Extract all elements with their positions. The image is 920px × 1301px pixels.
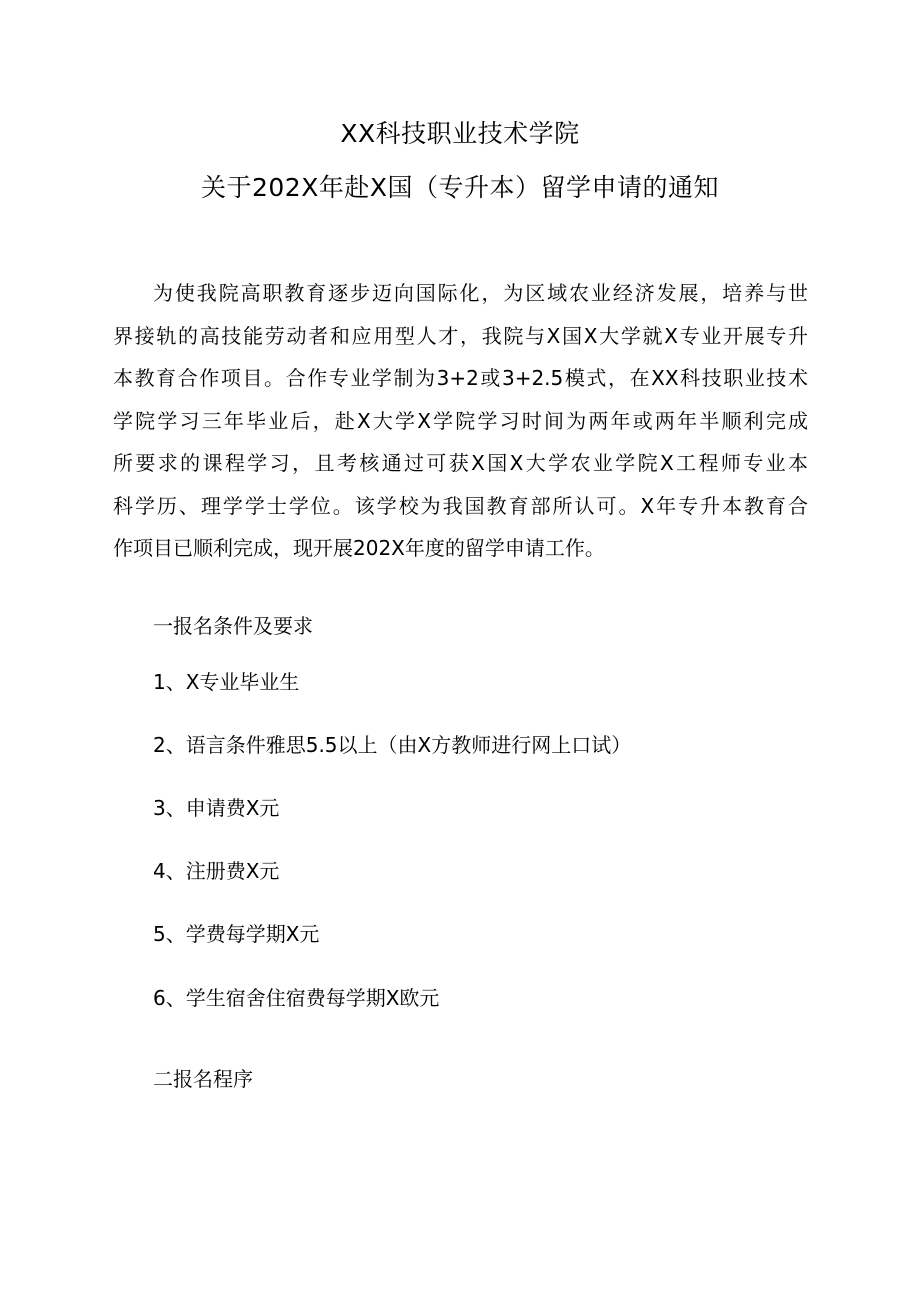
- requirement-item: 3、申请费X元: [153, 796, 280, 820]
- notice-title: 关于202X年赴X国（专升本）留学申请的通知: [201, 173, 719, 202]
- section1-heading: 一报名条件及要求: [153, 614, 313, 638]
- intro-line: 界接轨的高技能劳动者和应用型人才，我院与X国X大学就X专业开展专升: [113, 323, 808, 348]
- intro-line: 本教育合作项目。合作专业学制为3+2或3+2.5模式，在XX科技职业技术: [113, 366, 808, 390]
- requirement-item: 4、注册费X元: [153, 859, 280, 883]
- requirement-item: 5、学费每学期X元: [153, 922, 320, 946]
- intro-line: 学院学习三年毕业后，赴X大学X学院学习时间为两年或两年半顺利完成: [113, 408, 808, 433]
- intro-line: 为使我院高职教育逐步迈向国际化，为区域农业经济发展，培养与世: [153, 281, 808, 305]
- intro-line: 科学历、理学学士学位。该学校为我国教育部所认可。X年专升本教育合: [113, 493, 808, 518]
- requirement-item: 6、学生宿舍住宿费每学期X欧元: [153, 986, 440, 1010]
- intro-line: 作项目已顺利完成，现开展202X年度的留学申请工作。: [113, 536, 605, 560]
- requirement-item: 1、X专业毕业生: [153, 670, 300, 694]
- section2-heading: 二报名程序: [153, 1067, 253, 1091]
- intro-line: 所要求的课程学习，且考核通过可获X国X大学农业学院X工程师专业本: [113, 451, 808, 475]
- intro-paragraph: [113, 278, 808, 576]
- requirement-item: 2、语言条件雅思5.5以上（由X方教师进行网上口试）: [153, 733, 632, 757]
- institution-title: XX科技职业技术学院: [340, 119, 580, 148]
